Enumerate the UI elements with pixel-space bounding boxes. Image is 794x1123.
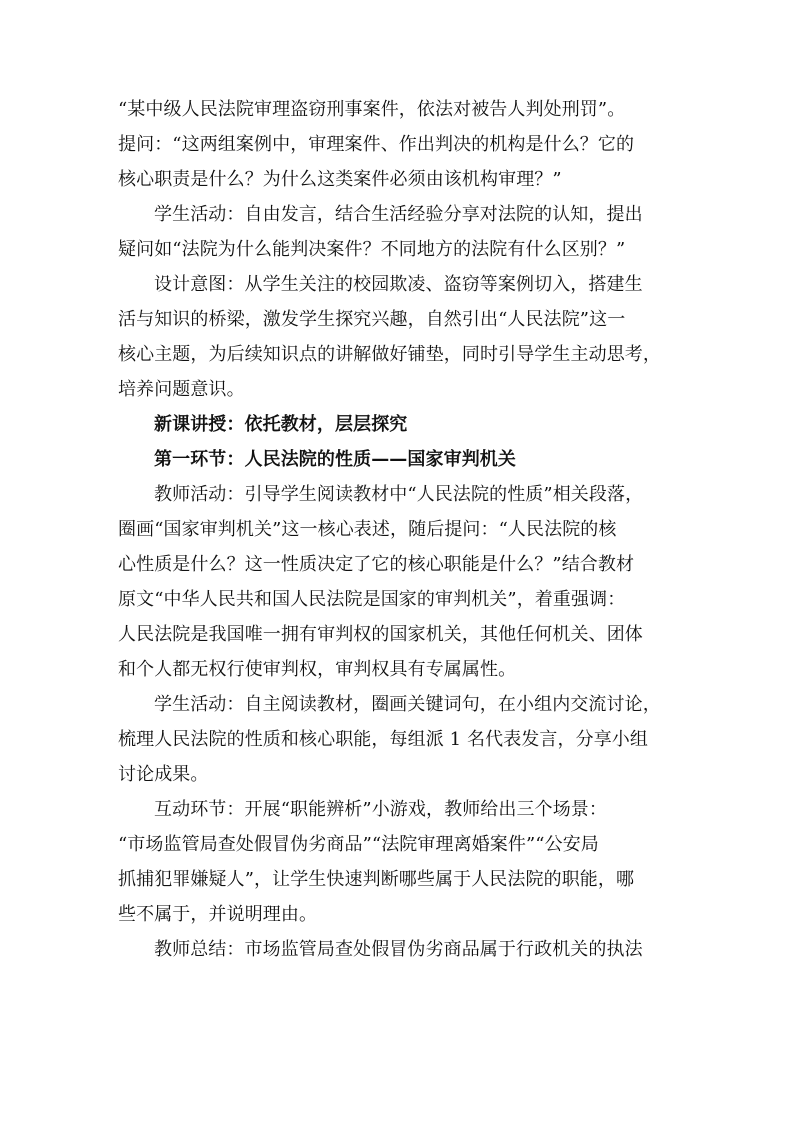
text-line-20: 讨论成果。 [118,764,209,785]
text-line-17: 和个人都无权行使审判权，审判权具有专属属性。 [118,659,517,680]
text-line-7: 活与知识的桥梁，激发学生探究兴趣，自然引出“人民法院”这一 [118,309,626,330]
text-line-5: 疑问如“法院为什么能判决案件？不同地方的法院有什么区别？” [118,239,626,260]
text-line-22: “市场监管局查处假冒伪劣商品”“法院审理离婚案件”“公安局 [118,834,599,855]
text-line-18: 学生活动：自主阅读教材，圈画关键词句，在小组内交流讨论， [154,694,661,715]
text-line-4: 学生活动：自由发言，结合生活经验分享对法院的认知，提出 [154,204,643,225]
text-line-9: 培养问题意识。 [118,379,245,400]
subsection-heading: 第一环节：人民法院的性质——国家审判机关 [154,449,516,470]
text-line-24: 些不属于，并说明理由。 [118,904,318,925]
section-heading: 新课讲授：依托教材，层层探究 [154,414,408,435]
text-line-2: 提问：“这两组案例中，审理案件、作出判决的机构是什么？它的 [118,134,635,155]
text-line-25: 教师总结：市场监管局查处假冒伪劣商品属于行政机关的执法 [154,939,643,960]
text-line-1: “某中级人民法院审理盗窃刑事案件，依法对被告人判处刑罚”。 [118,99,626,120]
text-line-16: 人民法院是我国唯一拥有审判权的国家机关，其他任何机关、团体 [118,624,643,645]
text-line-13: 圈画“国家审判机关”这一核心表述，随后提问：“人民法院的核 [118,519,617,540]
text-line-3: 核心职责是什么？为什么这类案件必须由该机构审理？” [118,169,562,190]
text-line-14: 心性质是什么？这一性质决定了它的核心职能是什么？”结合教材 [118,554,635,575]
text-line-12: 教师活动：引导学生阅读教材中“人民法院的性质”相关段落， [154,484,644,505]
text-line-19: 梳理人民法院的性质和核心职能，每组派 1 名代表发言，分享小组 [118,729,648,750]
text-line-6: 设计意图：从学生关注的校园欺凌、盗窃等案例切入，搭建生 [154,274,643,295]
text-line-23: 抓捕犯罪嫌疑人”，让学生快速判断哪些属于人民法院的职能，哪 [118,869,635,890]
text-line-8: 核心主题，为后续知识点的讲解做好铺垫，同时引导学生主动思考， [118,344,661,365]
text-line-21: 互动环节：开展“职能辨析”小游戏，教师给出三个场景： [154,799,608,820]
text-line-15: 原文“中华人民共和国人民法院是国家的审判机关”，着重强调： [118,589,626,610]
